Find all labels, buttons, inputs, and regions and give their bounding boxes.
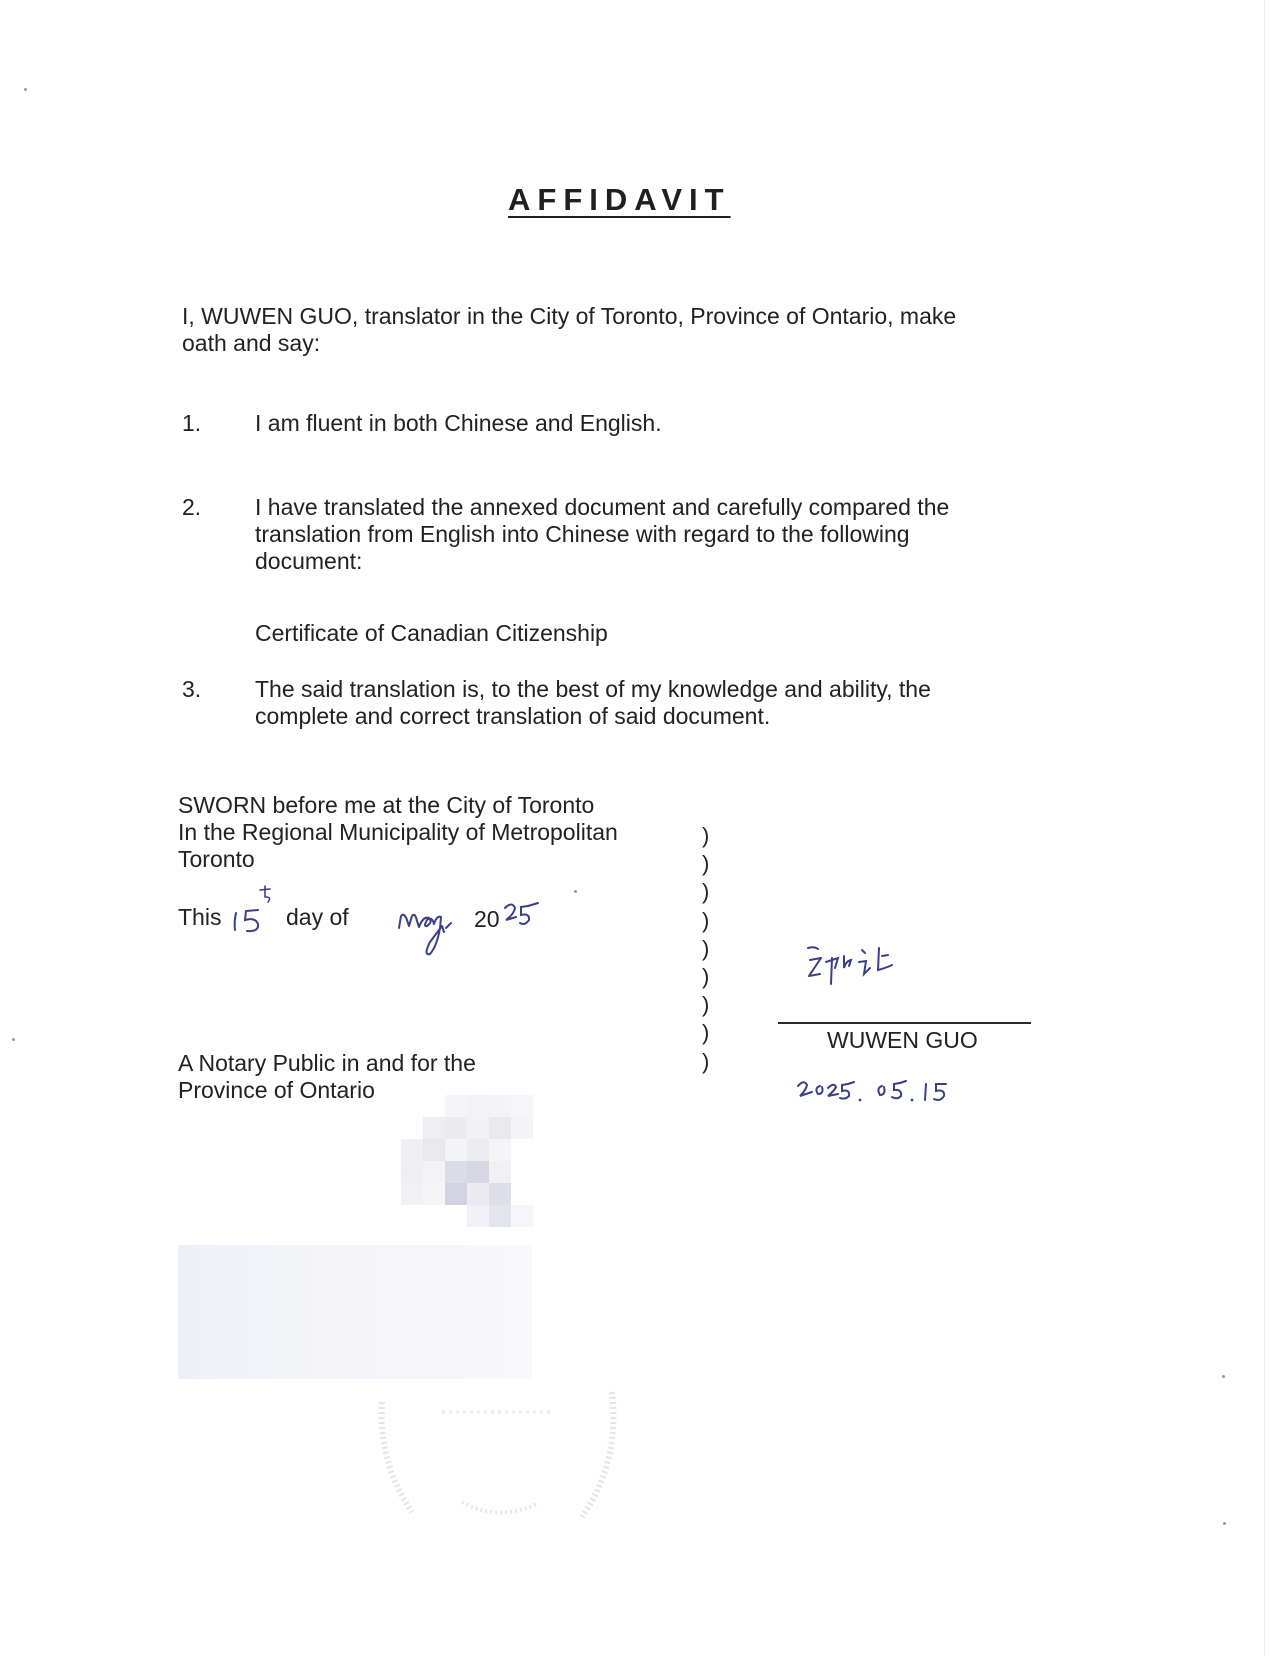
item-2-document-name: Certificate of Canadian Citizenship: [255, 620, 608, 646]
item-1-number: 1.: [182, 410, 202, 436]
jurat-line-3: Toronto: [178, 846, 255, 872]
scan-speck: [24, 88, 27, 91]
bracket: ): [702, 992, 710, 1018]
item-3-line-2: complete and correct translation of said document.: [255, 703, 771, 729]
bracket: ): [702, 1020, 710, 1046]
bracket: ): [702, 851, 710, 877]
document-title: AFFIDAVIT: [508, 182, 731, 217]
scan-speck: [574, 890, 577, 893]
bracket: ): [702, 879, 710, 905]
translator-name: WUWEN GUO: [827, 1027, 978, 1053]
this-label: This: [178, 904, 222, 930]
item-3-number: 3.: [182, 676, 202, 702]
handwritten-year: [500, 892, 546, 938]
scan-edge-line: [1264, 0, 1265, 1656]
item-2-line-1: I have translated the annexed document and carefully compared the: [255, 494, 950, 520]
handwritten-day: [228, 880, 288, 940]
item-1-text: [255, 410, 662, 437]
handwritten-month: [396, 894, 476, 974]
faint-seal: [372, 1372, 622, 1542]
scan-speck: [12, 1038, 15, 1041]
year-printed: 20: [474, 906, 500, 932]
item-2-line-2: translation from English into Chinese with regard to the following: [255, 521, 910, 547]
jurat-block: [178, 792, 618, 873]
scan-speck: [1223, 1522, 1226, 1525]
bracket: ): [702, 935, 710, 961]
item-1-line-1: I am fluent in both Chinese and English.: [255, 410, 662, 436]
scan-speck: [1222, 1375, 1225, 1378]
intro-paragraph: [182, 303, 956, 357]
intro-line-1: I, WUWEN GUO, translator in the City of Toronto, Province of Ontario, make: [182, 303, 957, 329]
item-2-number: 2.: [182, 494, 202, 520]
jurat-line-1: SWORN before me at the City of Toronto: [178, 792, 595, 818]
item-3-line-1: The said translation is, to the best of my knowledge and ability, the: [255, 676, 931, 702]
signature-line: [778, 1022, 1031, 1024]
intro-line-2: oath and say:: [182, 330, 321, 356]
notary-line-1: A Notary Public in and for the: [178, 1050, 476, 1076]
item-2-line-3: document:: [255, 548, 363, 574]
jurat-line-2: In the Regional Municipality of Metropolitan: [178, 819, 618, 845]
notary-block: [178, 1050, 476, 1104]
handwritten-signature-date: [792, 1070, 992, 1116]
notary-line-2: Province of Ontario: [178, 1077, 375, 1103]
bracket-column: [702, 822, 709, 1076]
translator-signature: [800, 934, 940, 1014]
redacted-notary-name: [178, 1245, 532, 1379]
bracket: ): [702, 823, 710, 848]
bracket: ): [702, 1048, 710, 1074]
item-3-text: [255, 676, 931, 730]
bracket: ): [702, 907, 710, 933]
day-of-label: day of: [286, 904, 349, 930]
bracket: ): [702, 963, 710, 989]
item-2-text: [255, 494, 949, 575]
